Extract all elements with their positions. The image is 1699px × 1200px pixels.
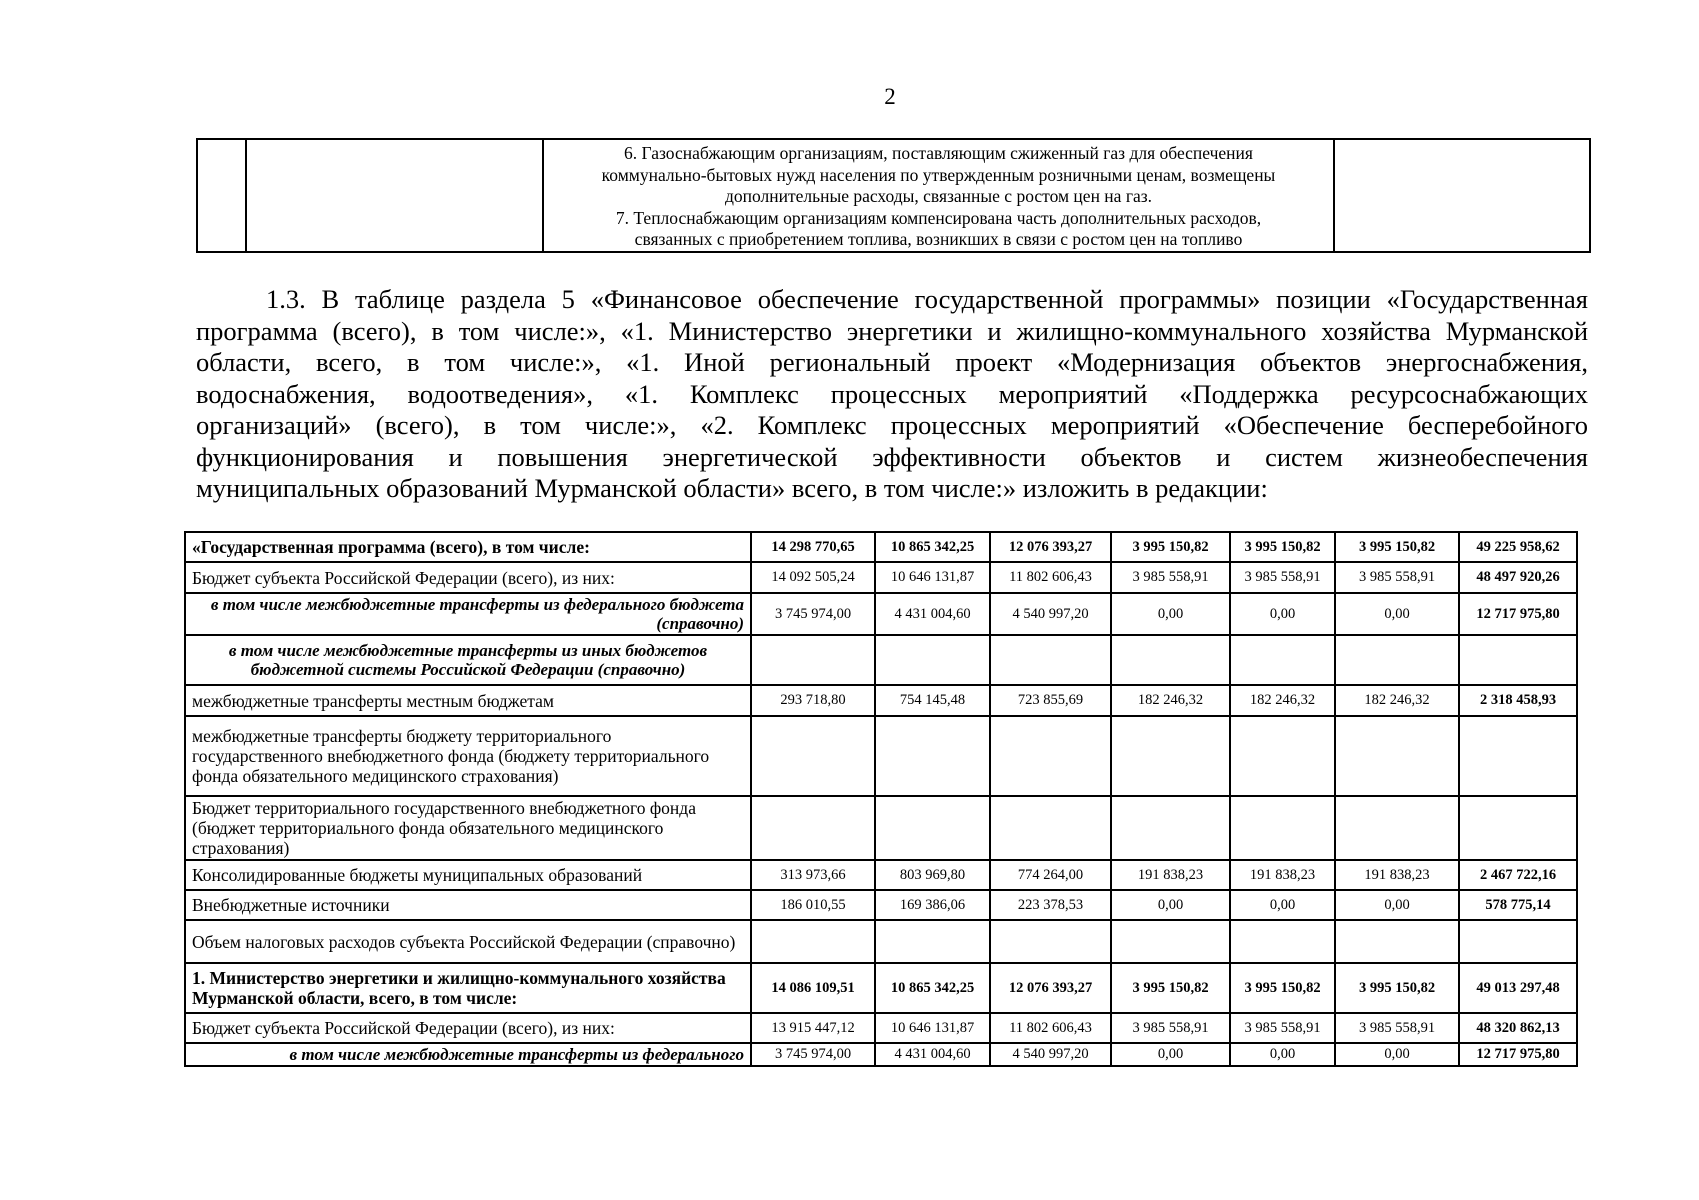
top-table-text-cell <box>543 139 1334 252</box>
total-cell <box>1459 716 1577 796</box>
value-cell: 0,00 <box>1230 890 1335 920</box>
value-cell <box>751 716 875 796</box>
row-label: Объем налоговых расходов субъекта Российской Федерации (справочно) <box>185 920 751 963</box>
top-table-line: связанных с приобретением топлива, возникших в связи с ростом цен на топливо <box>634 229 1243 249</box>
value-cell <box>875 635 990 685</box>
table-row <box>185 1043 1577 1066</box>
total-cell: 2 467 722,16 <box>1459 860 1577 890</box>
value-cell <box>990 716 1111 796</box>
top-table-line: дополнительные расходы, связанные с ростом цен на газ. <box>724 186 1153 206</box>
value-cell: 803 969,80 <box>875 860 990 890</box>
paragraph-line: функционирования и повышения энергетической эффективности объектов и систем жизнеобеспечения <box>196 441 1588 472</box>
table-row <box>185 635 1577 685</box>
total-cell <box>1459 796 1577 860</box>
value-cell: 182 246,32 <box>1230 685 1335 716</box>
value-cell: 3 985 558,91 <box>1335 562 1459 593</box>
top-table-line: коммунально-бытовых нужд населения по утвержденным розничными ценам, возмещены <box>601 164 1276 185</box>
value-cell: 14 298 770,65 <box>751 532 875 562</box>
table-row <box>185 963 1577 1013</box>
top-table-cell-2 <box>246 139 543 252</box>
value-cell <box>1230 716 1335 796</box>
value-cell: 186 010,55 <box>751 890 875 920</box>
value-cell: 4 540 997,20 <box>990 593 1111 635</box>
value-cell <box>990 635 1111 685</box>
top-table <box>196 138 1591 253</box>
value-cell: 754 145,48 <box>875 685 990 716</box>
value-cell: 11 802 606,43 <box>990 1013 1111 1043</box>
paragraph-line: 1.3. В таблице раздела 5 «Финансовое обеспечение государственной программы» позиции «Государственная <box>266 284 1588 314</box>
value-cell <box>990 920 1111 963</box>
value-cell: 191 838,23 <box>1230 860 1335 890</box>
value-cell <box>1230 796 1335 860</box>
value-cell: 14 086 109,51 <box>751 963 875 1013</box>
total-cell: 578 775,14 <box>1459 890 1577 920</box>
value-cell: 0,00 <box>1335 1043 1459 1066</box>
top-table-line: 7. Теплоснабжающим организациям компенсирована часть дополнительных расходов, <box>615 207 1262 228</box>
value-cell: 223 378,53 <box>990 890 1111 920</box>
value-cell: 3 985 558,91 <box>1230 562 1335 593</box>
total-cell <box>1459 920 1577 963</box>
paragraph-line: муниципальных образований Мурманской области» всего, в том числе:» изложить в редакции: <box>196 473 1268 503</box>
value-cell <box>1335 635 1459 685</box>
table-row <box>185 716 1577 796</box>
value-cell: 3 985 558,91 <box>1335 1013 1459 1043</box>
table-row <box>185 920 1577 963</box>
value-cell: 14 092 505,24 <box>751 562 875 593</box>
value-cell: 4 431 004,60 <box>875 1043 990 1066</box>
value-cell: 3 995 150,82 <box>1111 963 1230 1013</box>
value-cell: 0,00 <box>1111 890 1230 920</box>
total-cell: 48 497 920,26 <box>1459 562 1577 593</box>
value-cell: 0,00 <box>1230 593 1335 635</box>
value-cell: 182 246,32 <box>1335 685 1459 716</box>
paragraph-line: программа (всего), в том числе:», «1. Министерство энергетики и жилищно-коммунального хозяйства Мурманской <box>196 315 1588 346</box>
table-row <box>185 562 1577 593</box>
total-cell: 12 717 975,80 <box>1459 593 1577 635</box>
value-cell: 0,00 <box>1230 1043 1335 1066</box>
value-cell: 12 076 393,27 <box>990 963 1111 1013</box>
row-label: «Государственная программа (всего), в том числе: <box>185 532 751 562</box>
value-cell <box>1335 920 1459 963</box>
value-cell: 11 802 606,43 <box>990 562 1111 593</box>
value-cell: 3 985 558,91 <box>1230 1013 1335 1043</box>
value-cell: 3 995 150,82 <box>1230 532 1335 562</box>
value-cell: 313 973,66 <box>751 860 875 890</box>
value-cell: 3 985 558,91 <box>1111 562 1230 593</box>
value-cell: 182 246,32 <box>1111 685 1230 716</box>
value-cell <box>1230 635 1335 685</box>
value-cell: 169 386,06 <box>875 890 990 920</box>
row-label: межбюджетные трансферты бюджету территориального государственного внебюджетного фонда (бюджету территориального фонда обязательного медицинского страхования) <box>185 716 751 796</box>
table-row <box>185 890 1577 920</box>
total-cell: 12 717 975,80 <box>1459 1043 1577 1066</box>
value-cell: 13 915 447,12 <box>751 1013 875 1043</box>
value-cell: 293 718,80 <box>751 685 875 716</box>
row-label: межбюджетные трансферты местным бюджетам <box>185 685 751 716</box>
total-cell: 49 013 297,48 <box>1459 963 1577 1013</box>
value-cell: 0,00 <box>1335 890 1459 920</box>
top-table-cell-1 <box>197 139 246 252</box>
value-cell: 0,00 <box>1335 593 1459 635</box>
value-cell: 12 076 393,27 <box>990 532 1111 562</box>
value-cell <box>1335 796 1459 860</box>
value-cell: 191 838,23 <box>1335 860 1459 890</box>
table-row <box>185 593 1577 635</box>
table-row <box>185 796 1577 860</box>
paragraph-line: области, всего, в том числе:», «1. Иной региональный проект «Модернизация объектов энергоснабжения, <box>196 347 1588 377</box>
value-cell <box>1111 796 1230 860</box>
value-cell <box>1111 635 1230 685</box>
value-cell <box>1111 716 1230 796</box>
value-cell: 10 646 131,87 <box>875 562 990 593</box>
value-cell <box>1335 716 1459 796</box>
value-cell <box>875 920 990 963</box>
value-cell: 0,00 <box>1111 1043 1230 1066</box>
value-cell: 4 540 997,20 <box>990 1043 1111 1066</box>
value-cell <box>875 796 990 860</box>
value-cell <box>990 796 1111 860</box>
total-cell: 2 318 458,93 <box>1459 685 1577 716</box>
table-row <box>185 532 1577 562</box>
value-cell: 4 431 004,60 <box>875 593 990 635</box>
value-cell: 191 838,23 <box>1111 860 1230 890</box>
page-number: 2 <box>884 84 896 109</box>
top-table-cell-4 <box>1334 139 1590 252</box>
table-row <box>185 685 1577 716</box>
row-label: Консолидированные бюджеты муниципальных образований <box>185 860 751 890</box>
paragraph-line: водоснабжения, водоотведения», «1. Комплекс процессных мероприятий «Поддержка ресурсоснабжающих <box>196 378 1588 409</box>
value-cell: 3 745 974,00 <box>751 1043 875 1066</box>
row-label: Бюджет территориального государственного внебюджетного фонда (бюджет территориального фонда обязательного медицинского страхования) <box>185 796 751 860</box>
value-cell <box>1230 920 1335 963</box>
finance-table <box>184 531 1578 1067</box>
value-cell <box>875 716 990 796</box>
value-cell: 3 995 150,82 <box>1335 532 1459 562</box>
value-cell: 3 995 150,82 <box>1335 963 1459 1013</box>
row-label: Внебюджетные источники <box>185 890 751 920</box>
top-table-line: 6. Газоснабжающим организациям, поставляющим сжиженный газ для обеспечения <box>624 143 1253 163</box>
total-cell: 49 225 958,62 <box>1459 532 1577 562</box>
value-cell: 723 855,69 <box>990 685 1111 716</box>
row-label: в том числе межбюджетные трансферты из иных бюджетов бюджетной системы Российской Федерации (справочно) <box>185 635 751 685</box>
value-cell: 3 995 150,82 <box>1111 532 1230 562</box>
total-cell <box>1459 635 1577 685</box>
amendment-paragraph <box>196 284 1588 505</box>
value-cell: 10 865 342,25 <box>875 532 990 562</box>
table-row <box>185 1013 1577 1043</box>
row-label: 1. Министерство энергетики и жилищно-коммунального хозяйства Мурманской области, всего, в том числе: <box>185 963 751 1013</box>
paragraph-line: организаций» (всего), в том числе:», «2. Комплекс процессных мероприятий «Обеспечение бесперебойного <box>196 410 1588 440</box>
row-label: Бюджет субъекта Российской Федерации (всего), из них: <box>185 562 751 593</box>
total-cell: 48 320 862,13 <box>1459 1013 1577 1043</box>
row-label: в том числе межбюджетные трансферты из федерального бюджета (справочно) <box>185 593 751 635</box>
row-label: в том числе межбюджетные трансферты из федерального <box>185 1043 751 1066</box>
row-label: Бюджет субъекта Российской Федерации (всего), из них: <box>185 1013 751 1043</box>
value-cell: 3 745 974,00 <box>751 593 875 635</box>
value-cell: 0,00 <box>1111 593 1230 635</box>
value-cell: 10 865 342,25 <box>875 963 990 1013</box>
value-cell: 10 646 131,87 <box>875 1013 990 1043</box>
value-cell <box>1111 920 1230 963</box>
value-cell: 774 264,00 <box>990 860 1111 890</box>
value-cell: 3 995 150,82 <box>1230 963 1335 1013</box>
value-cell <box>751 635 875 685</box>
value-cell: 3 985 558,91 <box>1111 1013 1230 1043</box>
table-row <box>185 860 1577 890</box>
value-cell <box>751 796 875 860</box>
value-cell <box>751 920 875 963</box>
